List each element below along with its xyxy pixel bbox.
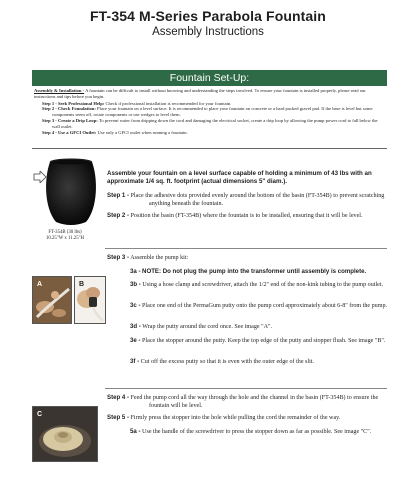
setup-banner: Fountain Set-Up: <box>32 70 387 86</box>
photo-c-tag: C <box>37 411 43 418</box>
photo-b-tag: B <box>79 281 85 288</box>
step-3 <box>107 254 387 263</box>
substep-label: 3e - <box>130 337 141 344</box>
substep-text: Place the stopper around the putty. Keep the top edge of the putty and stopper flush. See image "B". <box>142 338 386 344</box>
page-title: FT-354 M-Series Parabola Fountain <box>90 8 326 24</box>
substep-label: 3a - <box>130 268 141 275</box>
step-3a <box>130 268 388 277</box>
step-label: Step 1 - <box>107 192 130 199</box>
step-1 <box>107 192 387 208</box>
step-label: Step 3 - <box>107 254 130 261</box>
substep-note: NOTE: Do not plug the pump into the transformer until assembly is complete. <box>142 268 367 275</box>
photo-c <box>32 406 98 462</box>
setup-step <box>34 106 386 118</box>
step-4 <box>107 394 387 410</box>
setup-step-lead: Step 4 - Use a GFCI Outlet: <box>42 129 97 135</box>
divider <box>105 248 387 249</box>
setup-step-body: Check if professional installation is recommended for your fountain. <box>105 100 232 106</box>
step-3c <box>130 302 388 311</box>
assembly-intro: Assemble your fountain on a level surface capable of holding a minimum of 43 lbs with an approximate 1/4 sq. ft. footprint (actual dimensions 5" diam.). <box>107 170 372 185</box>
setup-step <box>34 130 386 136</box>
step-3f <box>130 358 388 367</box>
substep-label: 5a - <box>130 428 141 435</box>
step-2 <box>107 212 387 221</box>
setup-step-body: Use only a GFCI outlet when running a fountain. <box>97 129 188 135</box>
basin-image <box>42 158 100 228</box>
setup-intro-lead: Assembly & Installation - <box>34 88 85 93</box>
photo-a-tag: A <box>37 281 43 288</box>
substep-text: Cut off the excess putty so that it is even with the outer edge of the slit. <box>140 359 315 365</box>
step-text: Position the basin (FT-354B) where the fountain is to be installed, ensuring that it will be level. <box>130 213 363 219</box>
substep-text: Place one end of the PermaGum putty onto the pump cord approximately about 6-8" from the pump. <box>142 303 388 309</box>
photo-a <box>32 276 72 324</box>
basin-label-dimensions: 10.25"W x 11.25"H <box>45 236 85 241</box>
basin-label <box>30 230 100 242</box>
divider <box>32 148 387 149</box>
setup-intro-body: A fountain can be difficult to install without knowing and understanding the steps involved. To ensure your fountain is installed properly, please read our instructions and tips before you begin. <box>34 88 366 99</box>
step-text: Place the adhesive dots provided evenly around the bottom of the basin (FT-354B) to prevent scratching anything beneath the fountain. <box>130 193 385 207</box>
step-5 <box>107 414 387 423</box>
setup-step-lead: Step 2 - Check Foundation: <box>42 106 96 112</box>
substep-text: Wrap the putty around the cord once. See image "A". <box>142 324 273 330</box>
step-3b <box>130 281 388 290</box>
basin-label-model: FT-354B (30 lbs) <box>48 230 82 235</box>
substep-text: Using a hose clamp and screwdriver, attach the 1/2" end of the non-kink tubing to the pump outlet. <box>142 282 384 288</box>
page-subtitle: Assembly Instructions <box>152 26 264 38</box>
substep-label: 3f - <box>130 358 140 365</box>
step-label: Step 2 - <box>107 212 130 219</box>
photo-b <box>74 276 106 324</box>
step-3d <box>130 323 388 332</box>
setup-step-lead: Step 1 - Seek Professional Help: <box>42 100 105 106</box>
step-label: Step 4 - <box>107 394 130 401</box>
substep-label: 3c - <box>130 302 141 309</box>
step-label: Step 5 - <box>107 414 130 421</box>
step-5a <box>130 428 388 437</box>
photo-c-image <box>33 407 97 461</box>
setup-step-body: To prevent water from dripping down the cord and damaging the electrical socket, create a drip loop by allowing the pump power cord to fall below the wall outlet. <box>52 117 378 129</box>
setup-step-lead: Step 3 - Create a Drip Loop: <box>42 117 98 123</box>
step-text: Firmly press the stopper into the hole while pulling the cord the remainder of the way. <box>130 415 341 421</box>
step-text: Feed the pump cord all the way through the hole and the channel in the basin (FT-354B) to ensure the fountain will be level. <box>130 395 379 409</box>
substep-label: 3b - <box>130 281 141 288</box>
setup-step-body: Place your fountain on a level surface. It is recommended to place your fountain on concrete or a hard packed gravel pad. If the base is level but some components seem off, rotate components or use wedges to level them. <box>52 106 373 118</box>
setup-step <box>34 118 386 130</box>
substep-text: Use the handle of the screwdriver to press the stopper down as far as possible. See image "C". <box>142 429 372 435</box>
step-3e <box>130 337 388 346</box>
step-text: Assemble the pump kit: <box>130 255 189 261</box>
setup-intro <box>34 88 386 100</box>
substep-label: 3d - <box>130 323 141 330</box>
setup-section <box>34 88 386 135</box>
divider <box>105 388 387 389</box>
